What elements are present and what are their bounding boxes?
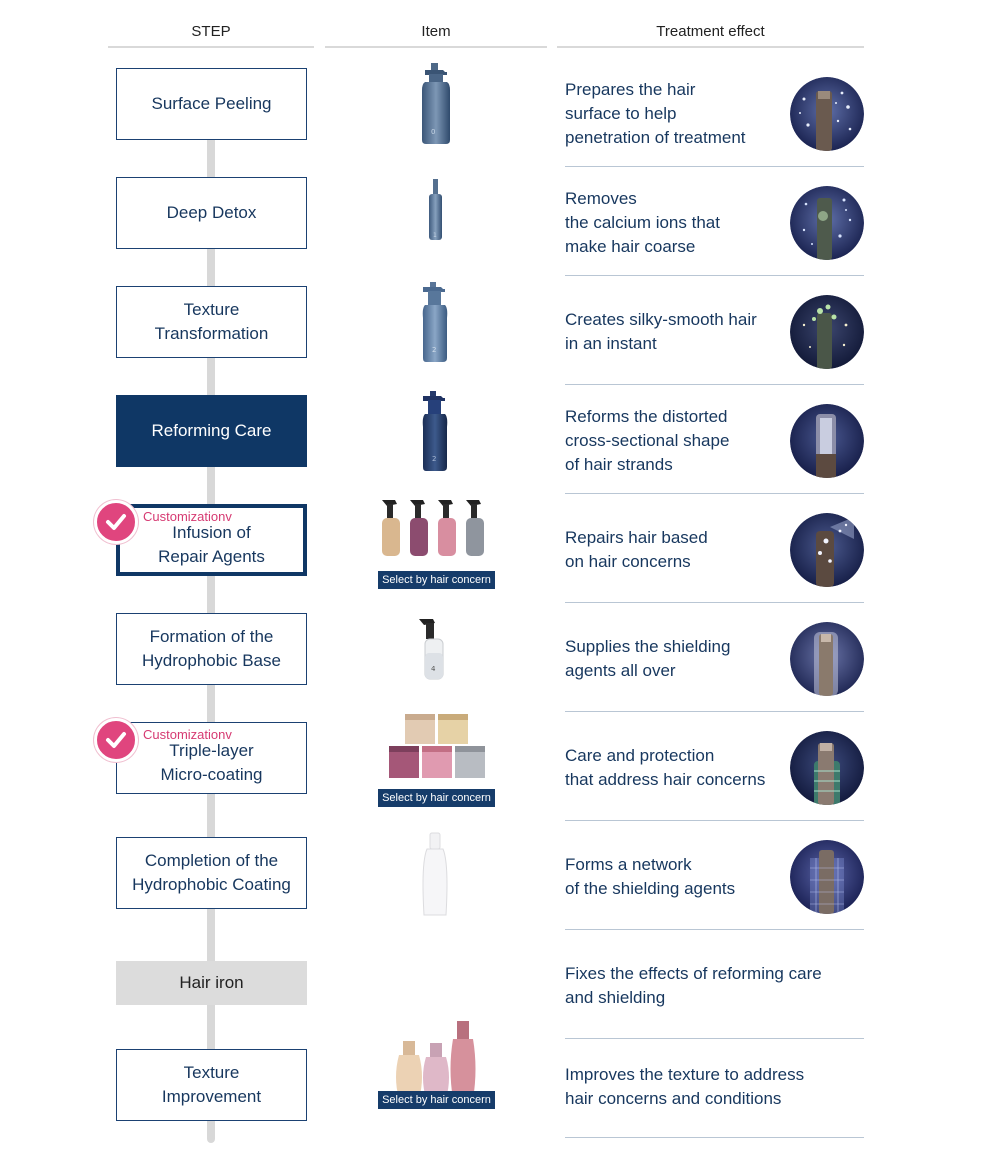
step-box[interactable] [116, 613, 307, 685]
spray-bottle-icon [325, 169, 547, 269]
effect-cell [565, 387, 864, 494]
micro-coating-illustration-icon [790, 731, 864, 805]
hair-surface-peeling-illustration-icon [790, 77, 864, 151]
effect-text: Fixes the effects of reforming care and shielding [565, 963, 822, 1007]
effect-text: Prepares the hair surface to help penetration of treatment [565, 79, 746, 147]
effect-cell [565, 496, 864, 603]
step-row-deep-detox [0, 169, 1000, 278]
pump-bottle-icon [325, 387, 547, 487]
product-image [325, 278, 547, 378]
shielding-agents-illustration-icon [790, 622, 864, 696]
step-label: Hair iron [179, 973, 244, 992]
step-box[interactable] [116, 177, 307, 249]
product-image [325, 496, 547, 596]
step-label: Reforming Care [151, 421, 272, 440]
step-box-highlighted[interactable] [116, 504, 307, 576]
calcium-removal-illustration-icon [790, 186, 864, 260]
step-row-reforming-care [0, 387, 1000, 496]
effect-text: Improves the texture to address hair concerns and conditions [565, 1065, 805, 1108]
step-row-hydrophobic-base [0, 605, 1000, 714]
step-box-active[interactable] [116, 395, 307, 467]
clear-spray-bottle-icon [325, 605, 547, 705]
step-box-hair-iron[interactable] [116, 961, 307, 1005]
svg-text:1: 1 [433, 232, 437, 239]
customization-label: Customizationv [143, 727, 232, 742]
step-label: Triple-layer Micro-coating [160, 741, 263, 784]
effect-text: Creates silky-smooth hair in an instant [565, 309, 757, 353]
pump-bottle-icon [325, 278, 547, 378]
step-row-texture-improvement [0, 1041, 1000, 1150]
header-item: Item [325, 22, 547, 48]
effect-text: Care and protection that address hair concerns [565, 745, 766, 789]
repair-agents-illustration-icon [790, 513, 864, 587]
step-label: Texture Improvement [161, 1063, 262, 1106]
svg-text:2: 2 [432, 346, 437, 354]
effect-cell [565, 169, 864, 276]
customization-label: Customizationv [143, 509, 232, 524]
step-label: Infusion of Repair Agents [158, 523, 265, 566]
effect-text: Repairs hair based on hair concerns [565, 527, 708, 571]
shampoo-bottle-icon [325, 60, 547, 160]
step-box[interactable] [116, 286, 307, 358]
step-row-infusion-of-repair-agents [0, 496, 1000, 605]
select-by-hair-concern-label[interactable]: Select by hair concern [378, 1091, 495, 1109]
shielding-network-illustration-icon [790, 840, 864, 914]
product-image [325, 387, 547, 487]
step-box[interactable] [116, 722, 307, 794]
effect-cell [565, 932, 864, 1039]
effect-text: Forms a network of the shielding agents [565, 854, 736, 898]
product-image [325, 169, 547, 269]
product-image [325, 823, 547, 923]
hair-cross-section-illustration-icon [790, 404, 864, 478]
step-label: Surface Peeling [151, 94, 272, 113]
step-row-hydrophobic-coating [0, 823, 1000, 932]
effect-cell [565, 823, 864, 930]
step-label: Deep Detox [166, 203, 257, 222]
step-label: Formation of the Hydrophobic Base [142, 627, 281, 670]
effect-text: Supplies the shielding agents all over [565, 636, 731, 680]
step-label: Texture Transformation [154, 300, 269, 343]
product-image [325, 60, 547, 160]
step-row-texture-transformation [0, 278, 1000, 387]
select-by-hair-concern-label[interactable]: Select by hair concern [378, 789, 495, 807]
effect-text: Removes the calcium ions that make hair coarse [565, 188, 720, 256]
svg-text:0: 0 [431, 128, 436, 136]
step-box[interactable] [116, 1049, 307, 1121]
effect-cell [565, 714, 864, 821]
step-box[interactable] [116, 837, 307, 909]
step-label: Completion of the Hydrophobic Coating [132, 851, 291, 894]
product-image [325, 714, 547, 814]
svg-text:4: 4 [431, 665, 436, 673]
svg-text:2: 2 [432, 455, 437, 463]
header-treatment-effect: Treatment effect [557, 22, 864, 48]
customization-check-icon [94, 500, 138, 544]
step-row-surface-peeling [0, 60, 1000, 169]
silky-hair-illustration-icon [790, 295, 864, 369]
customization-check-icon [94, 718, 138, 762]
header-step: STEP [108, 22, 314, 48]
product-image [325, 1019, 547, 1119]
effect-text: Reforms the distorted cross-sectional shape of hair strands [565, 406, 730, 474]
product-image [325, 605, 547, 705]
effect-cell [565, 60, 864, 167]
step-row-triple-layer-micro-coating [0, 714, 1000, 823]
effect-cell [565, 605, 864, 712]
step-box[interactable] [116, 68, 307, 140]
white-serum-bottle-icon [325, 823, 547, 923]
select-by-hair-concern-label[interactable]: Select by hair concern [378, 571, 495, 589]
effect-cell [565, 278, 864, 385]
effect-cell [565, 1041, 864, 1138]
